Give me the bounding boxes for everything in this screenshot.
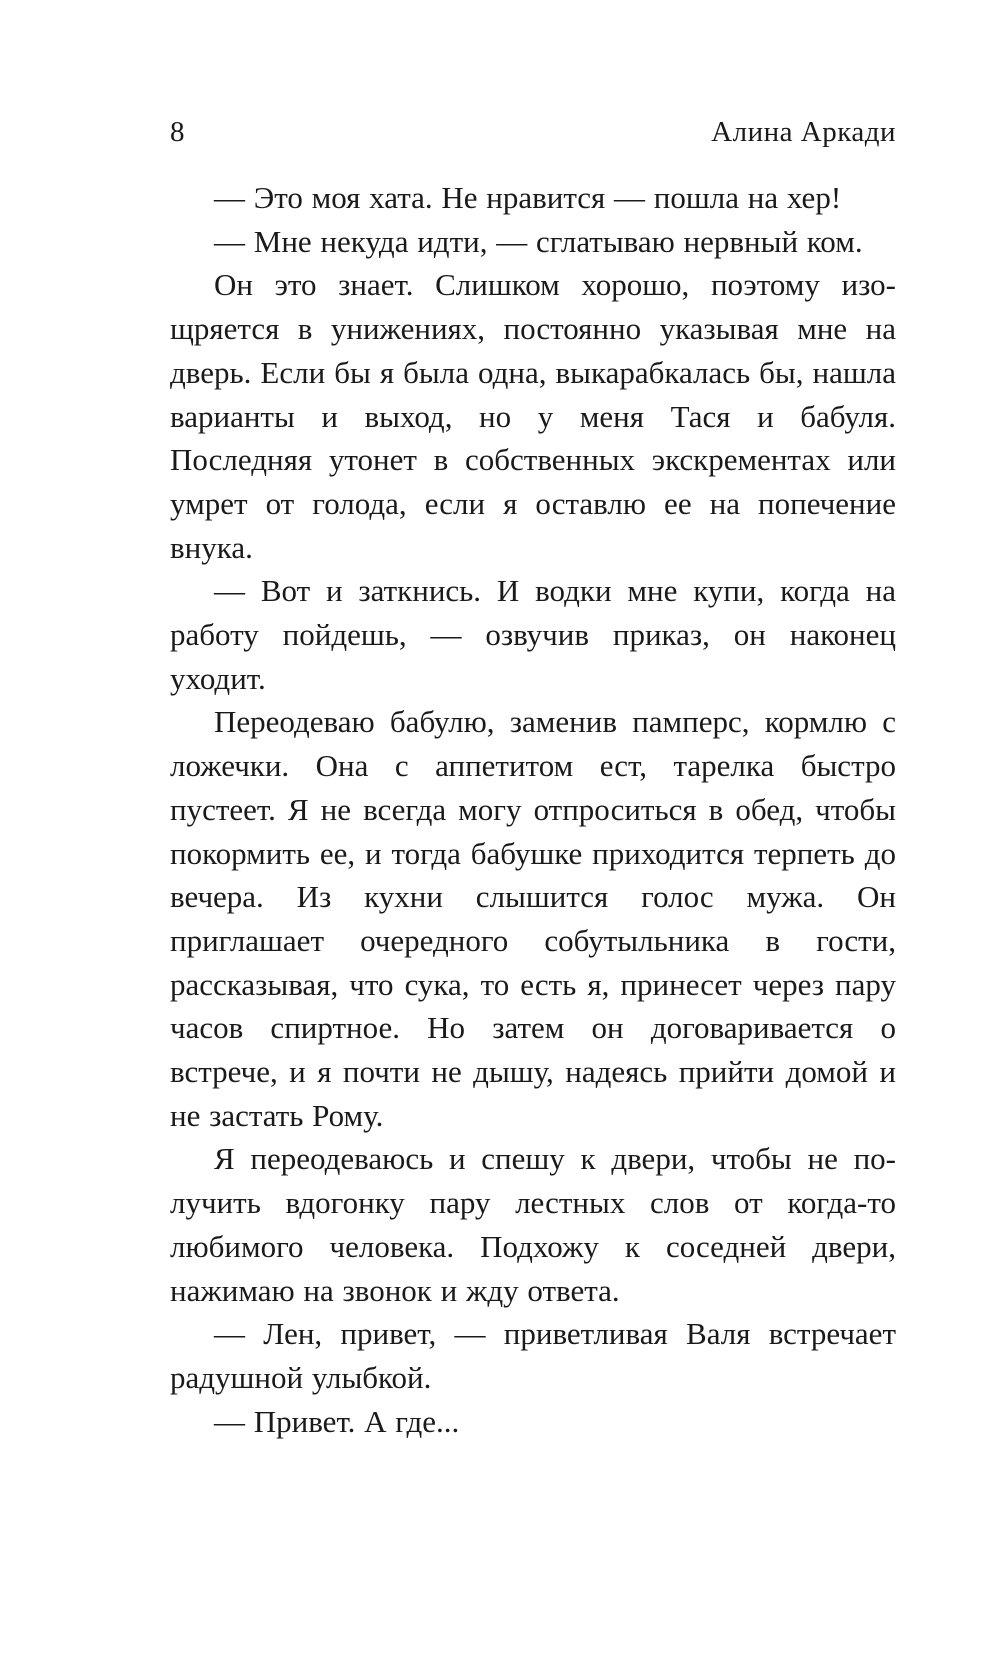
paragraph: — Это моя хата. Не нравится — пошла на хер! <box>214 180 842 215</box>
paragraph: Он это знает. Слишком хорошо, поэтому изощряется в унижениях, постоянно указывая мне на дверь. Если бы я была одна, выкарабкалась бы, нашла варианты и выход, но у меня Тася и бабуля. Последняя утонет в собственных экскрементах или умрет от голода, если я оставлю ее на попечение внука. <box>170 267 896 565</box>
running-header <box>170 116 896 156</box>
paragraph: — Вот и заткнись. И водки мне купи, когда на работу пойдешь, — озвучив приказ, он наконец уходит. <box>170 573 896 696</box>
author-name: Алина Аркади <box>711 116 896 148</box>
paragraph: Я переодеваюсь и спешу к двери, чтобы не получить вдогонку пару лестных слов от когда-то любимого человека. Подхожу к соседней двери, нажимаю на звонок и жду ответа. <box>170 1141 896 1308</box>
page-number: 8 <box>170 116 185 148</box>
paragraph: Переодеваю бабулю, заменив памперс, кормлю с ложечки. Она с аппетитом ест, тарелка быстро пустеет. Я не всегда могу отпроситься в обед, чтобы покормить ее, и тогда бабушке приходится терпеть до вечера. Из кухни слышится голос мужа. Он приглашает очередного собутыльника в гости, рассказывая, что сука, то есть я, принесет через пару часов спиртное. Но затем он договаривается о встрече, и я почти не дышу, надеясь прийти домой и не застать Рому. <box>170 704 896 1133</box>
text-body <box>170 176 896 1443</box>
paragraph: — Привет. А где... <box>214 1403 460 1439</box>
paragraph: — Мне некуда идти, — сглатываю нервный ком. <box>214 223 863 259</box>
paragraph: — Лен, привет, — приветливая Валя встречает радушной улыбкой. <box>170 1316 896 1395</box>
